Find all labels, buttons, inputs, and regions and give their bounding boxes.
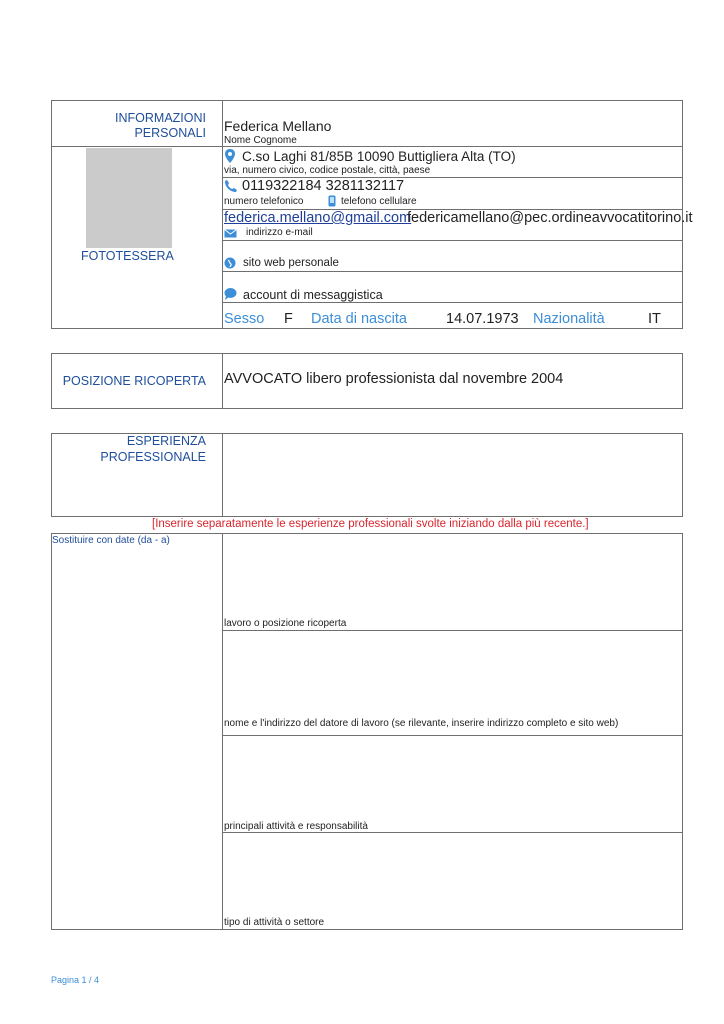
sex-value: F	[284, 311, 293, 327]
dates-hint: Sostituire con date (da - a)	[52, 535, 170, 546]
experience-label-1: ESPERIENZA	[126, 434, 206, 448]
experience-entry-divider	[222, 533, 223, 930]
row-line	[222, 735, 683, 736]
position-value: AVVOCATO libero professionista dal novembre 2004	[224, 371, 564, 387]
personal-info-divider	[222, 100, 223, 329]
row-line	[222, 630, 683, 631]
nationality-label: Nazionalità	[533, 311, 605, 327]
phone-numbers: 0119322184 3281132117	[242, 178, 405, 194]
position-divider	[222, 353, 223, 409]
row-line	[222, 240, 683, 241]
section-label-personal-2: PERSONALI	[134, 126, 206, 140]
full-name: Federica Mellano	[224, 118, 332, 134]
row-line	[51, 146, 683, 147]
mobile-hint: telefono cellulare	[341, 196, 417, 207]
job-hint: lavoro o posizione ricoperta	[224, 618, 347, 629]
email-hint: indirizzo e-mail	[246, 227, 313, 238]
website-hint: sito web personale	[243, 257, 339, 269]
chat-icon	[224, 288, 237, 300]
pec-email: federicamellano@pec.ordineavvocatitorino.it	[407, 210, 693, 226]
page-number: Pagina 1 / 4	[51, 975, 100, 985]
position-label: POSIZIONE RICOPERTA	[62, 374, 206, 388]
row-line	[222, 832, 683, 833]
photo-label: FOTOTESSERA	[81, 249, 174, 263]
experience-divider	[222, 433, 223, 517]
row-line	[222, 271, 683, 272]
website-icon	[224, 257, 236, 269]
name-hint: Nome Cognome	[224, 135, 297, 146]
address-hint: via, numero civico, codice postale, città, paese	[224, 165, 431, 176]
mobile-icon	[328, 195, 336, 207]
birth-value: 14.07.1973	[446, 311, 519, 327]
phone-icon	[224, 179, 238, 193]
phone-hint: numero telefonico	[224, 196, 304, 207]
experience-label-2: PROFESSIONALE	[100, 450, 206, 464]
email-icon	[224, 229, 237, 238]
email-link[interactable]: federica.mellano@gmail.com	[224, 210, 412, 226]
section-label-personal-1: INFORMAZIONI	[115, 111, 206, 125]
location-icon	[225, 149, 235, 163]
messaging-hint: account di messaggistica	[243, 288, 383, 302]
row-line	[222, 302, 683, 303]
experience-entry-table	[51, 533, 683, 930]
photo-placeholder	[86, 148, 172, 248]
birth-label: Data di nascita	[311, 311, 407, 327]
employer-hint: nome e l'indirizzo del datore di lavoro (se rilevante, inserire indirizzo completo e sito web)	[224, 718, 619, 729]
nationality-value: IT	[648, 311, 661, 327]
sector-hint: tipo di attività o settore	[224, 917, 325, 928]
experience-instruction: [Inserire separatamente le esperienze professionali svolte iniziando dalla più recente.]	[152, 518, 589, 530]
address: C.so Laghi 81/85B 10090 Buttigliera Alta (TO)	[242, 149, 516, 164]
sex-label: Sesso	[224, 311, 265, 327]
activities-hint: principali attività e responsabilità	[224, 821, 368, 832]
